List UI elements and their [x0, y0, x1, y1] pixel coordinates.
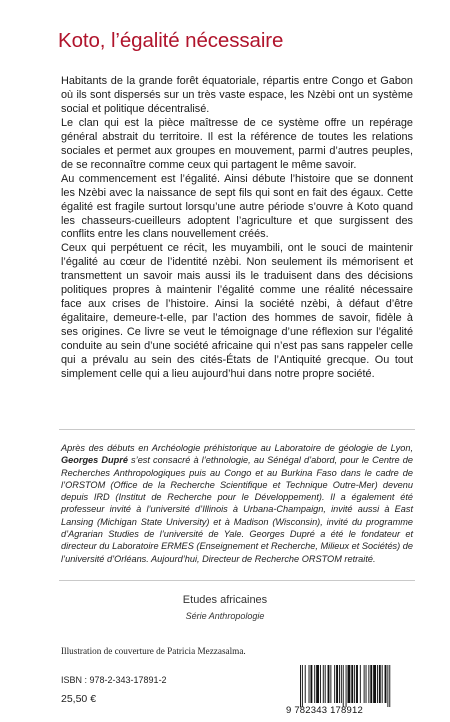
back-cover-blurb — [61, 75, 413, 382]
divider-top — [59, 429, 415, 430]
cover-illustration-credit: Illustration de couverture de Patricia Mezzasalma. — [61, 646, 246, 656]
blurb-paragraph: Ceux qui perpétuent ce récit, les muyambili, ont le souci de maintenir l’égalité au cœur de l’identité nzèbi. Non seulement ils mémorisent et transmettent un savoir mais aussi ils le traduisent dans des décisions politiques propres à maintenir l’égalité comme une réalité nécessaire face aux crises de l’histoire. Ainsi la société nzèbi, à défaut d’être égalitaire, demeure-t-elle, par l’action des hommes de savoir, fidèle à ses origines. Ce livre se veut le témoignage d’une réflexion sur l’égalité conduite au sein d’une société africaine qui n’est pas sans rappeler celle qui a prévalu au sein des cités-États de l’Antiquité grecque. Ou tout simplement celle qui a lieu aujourd’hui dans notre propre société. — [61, 242, 413, 381]
blurb-paragraph: Le clan qui est la pièce maîtresse de ce système offre un repérage général abstrait du territoire. Il est la référence de toutes les relations sociales et permet aux groupes en mouvement, parmi d’autres peuples, de se reconnaître comme ceux qui partagent le même savoir. — [61, 116, 413, 171]
bio-text-start: Après des débuts en Archéologie préhistorique au Laboratoire de géologie de Lyon, — [61, 443, 413, 453]
author-bio — [61, 442, 413, 565]
divider-bottom — [59, 580, 415, 581]
bio-text-end: s’est consacré à l’ethnologie, au Sénégal d’abord, pour le Centre de Recherches Anthropologiques puis au Congo et au Burkina Faso dans le cadre de l’ORSTOM (Office de la Recherche Scientifique et Technique Outre-Mer) devenu depuis IRD (Institut de Recherche pour le Développement). Il a également été professeur invité à l’université d’Illinois à Urbana-Champaign, invité aussi à East Lansing (Michigan State University) et à Madison (Wisconsin), invité du programme d’Agrarian Studies de l’université de Yale. Georges Dupré a été le fondateur et directeur du Laboratoire ERMES (Enseignement et Recherche, Milieux et Sociétés) de l’université d’Orléans. Aujourd’hui, Directeur de Recherche ORSTOM retraité. — [61, 455, 413, 564]
collection-series: Série Anthropologie — [185, 611, 265, 621]
collection-name: Etudes africaines — [182, 594, 268, 606]
isbn: ISBN : 978-2-343-17891-2 — [61, 675, 167, 685]
barcode-digits: 9 782343 178912 — [286, 705, 363, 716]
barcode-icon — [298, 665, 422, 707]
blurb-paragraph: Au commencement est l’égalité. Ainsi débute l’histoire que se donnent les Nzèbi avec la naissance de sept fils qui sont en fait des égaux. Cette égalité est fragile surtout lorsqu’une autre période s’ouvre à Koto quand les chasseurs-cueilleurs adoptent l’agriculture et que surgissent des conflits entre les clans nouvellement créés. — [61, 172, 413, 241]
price: 25,50 € — [61, 693, 97, 705]
author-name: Georges Dupré — [61, 455, 128, 466]
blurb-paragraph: Habitants de la grande forêt équatoriale, répartis entre Congo et Gabon où ils sont dispersés sur un très vaste espace, les Nzèbi ont un système social et politique décentralisé. — [61, 75, 413, 115]
book-title: Koto, l’égalité nécessaire — [58, 29, 284, 52]
